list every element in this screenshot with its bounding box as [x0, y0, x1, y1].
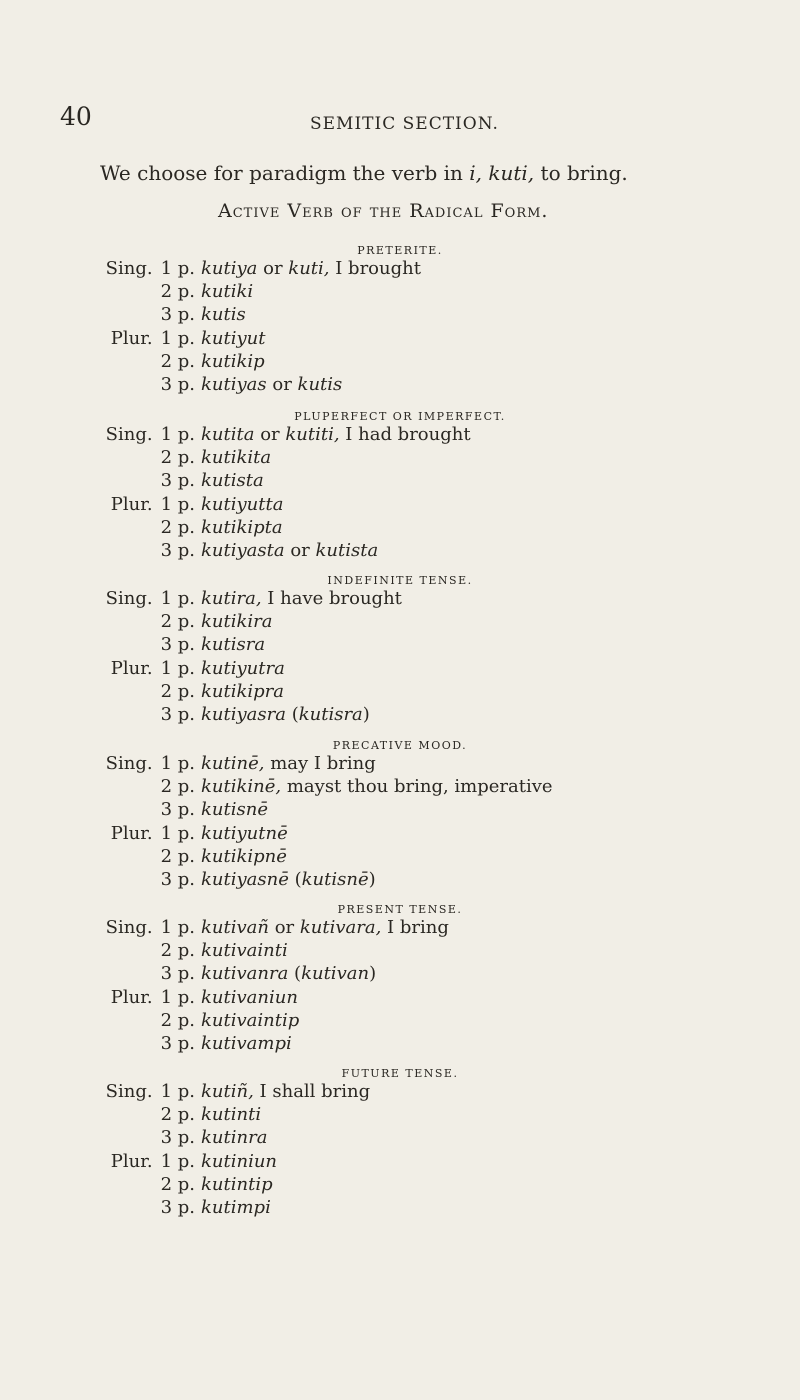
- person-label: 2 p.: [160, 281, 195, 303]
- person-label: 2 p.: [160, 1009, 195, 1031]
- number-group-label: Plur.: [110, 327, 153, 349]
- row-number-label: [0, 258, 195, 279]
- verb-form-gloss: I brought: [329, 258, 421, 279]
- conjugation-row: [0, 799, 800, 823]
- row-number-label: [0, 846, 195, 867]
- verb-form: [201, 304, 246, 325]
- verb-form-italic: kutista: [315, 540, 379, 561]
- row-number-label: [0, 374, 195, 395]
- conjugation-row: [0, 494, 800, 518]
- row-number-label: [0, 424, 195, 445]
- verb-form-italic: kutisra: [201, 634, 266, 656]
- person-label: 1 p.: [160, 822, 195, 844]
- verb-form-italic: kutiyasnē: [201, 869, 289, 890]
- verb-form-gloss: I had brought: [339, 424, 471, 445]
- conjugation-row: [0, 470, 800, 494]
- conjugation-row: [0, 753, 800, 777]
- verb-form-gloss: or: [284, 540, 316, 561]
- verb-form-gloss: I bring: [381, 917, 449, 938]
- conjugation-row: [0, 1127, 800, 1151]
- verb-form: [201, 940, 288, 961]
- row-number-label: [0, 1081, 195, 1102]
- section-label: PLUPERFECT OR IMPERFECT.: [294, 410, 506, 423]
- verb-form: [201, 1104, 261, 1125]
- row-number-label: [0, 681, 195, 702]
- verb-form: [201, 846, 287, 867]
- person-label: 3 p.: [160, 963, 195, 985]
- number-group-label: Plur.: [110, 493, 153, 515]
- person-label: 1 p.: [160, 588, 195, 609]
- page-number: 40: [60, 102, 92, 131]
- row-number-label: [0, 869, 195, 890]
- row-number-label: [0, 611, 195, 632]
- verb-form: [201, 1197, 271, 1218]
- verb-form: [201, 987, 298, 1008]
- verb-form-italic: kutivampi: [201, 1033, 292, 1054]
- row-number-label: [0, 494, 195, 515]
- row-number-label: [0, 658, 195, 679]
- conjugation-row: [0, 1033, 800, 1057]
- verb-form: [201, 351, 265, 372]
- person-label: 3 p.: [160, 1127, 195, 1149]
- row-number-label: [0, 540, 195, 561]
- verb-form: [201, 634, 265, 655]
- verb-form-italic: kutikipnē: [201, 845, 287, 867]
- verb-form-italic: kutiyutra: [201, 657, 285, 679]
- verb-form: [201, 823, 288, 844]
- verb-form-gloss: I have brought: [261, 588, 402, 609]
- verb-form-gloss: (: [288, 869, 302, 890]
- row-number-label: [0, 917, 195, 938]
- verb-form-italic: kutira,: [201, 588, 262, 609]
- conjugation-row: [0, 281, 800, 305]
- person-label: 1 p.: [160, 753, 195, 774]
- conjugation-row: [0, 869, 800, 893]
- conjugation-row: [0, 776, 800, 800]
- verb-form-gloss: or: [268, 917, 300, 938]
- verb-form: [201, 753, 376, 774]
- person-label: 3 p.: [160, 869, 195, 890]
- row-number-label: [0, 940, 195, 961]
- person-label: 2 p.: [160, 776, 195, 798]
- person-label: 3 p.: [160, 304, 195, 326]
- verb-form: [201, 917, 449, 938]
- row-number-label: [0, 1197, 195, 1218]
- section-label: FUTURE TENSE.: [341, 1067, 459, 1080]
- person-label: 1 p.: [160, 657, 195, 679]
- verb-form-italic: kutita: [201, 424, 255, 445]
- verb-form: [201, 374, 342, 395]
- verb-form-italic: kutiniun: [201, 1150, 278, 1172]
- verb-form-gloss: ): [362, 704, 370, 725]
- verb-form: [201, 1174, 273, 1195]
- verb-form-italic: kutikinē,: [201, 776, 282, 798]
- person-label: 2 p.: [160, 680, 195, 702]
- conjugation-row: [0, 940, 800, 964]
- row-number-label: [0, 328, 195, 349]
- conjugation-row: [0, 1010, 800, 1034]
- verb-form-italic: kutivañ: [201, 917, 269, 938]
- person-label: 2 p.: [160, 1173, 195, 1195]
- verb-form-italic: kutivainti: [201, 940, 288, 962]
- conjugation-row: [0, 611, 800, 635]
- person-label: 2 p.: [160, 611, 195, 633]
- verb-form-italic: kutisra: [298, 704, 363, 725]
- verb-form-italic: kutis: [297, 374, 343, 395]
- conjugation-row: [0, 846, 800, 870]
- verb-form: [201, 1151, 277, 1172]
- person-label: 2 p.: [160, 1104, 195, 1126]
- verb-form: [201, 1010, 299, 1031]
- conjugation-row: [0, 634, 800, 658]
- running-head: SEMITIC SECTION.: [310, 114, 499, 134]
- conjugation-row: [0, 658, 800, 682]
- number-group-label: Sing.: [105, 588, 153, 609]
- person-label: 2 p.: [160, 845, 195, 867]
- verb-form-italic: kutiyutta: [201, 493, 284, 515]
- conjugation-row: [0, 1174, 800, 1198]
- section-label: PRESENT TENSE.: [337, 903, 463, 916]
- verb-form-gloss: mayst thou bring, imperative: [281, 776, 553, 798]
- conjugation-row: [0, 823, 800, 847]
- verb-form: [201, 258, 421, 279]
- verb-form-gloss: or: [257, 258, 289, 279]
- verb-form-gloss: ): [369, 963, 377, 985]
- verb-form-italic: kutikipta: [201, 516, 283, 538]
- person-label: 2 p.: [160, 447, 195, 469]
- row-number-label: [0, 304, 195, 325]
- verb-form-italic: kutiki: [201, 281, 254, 303]
- verb-form: [201, 963, 376, 984]
- verb-form-gloss: I shall bring: [253, 1081, 371, 1102]
- verb-form: [201, 1033, 292, 1054]
- verb-form-italic: kutikira: [201, 611, 273, 633]
- verb-form-italic: kutiti,: [285, 424, 340, 445]
- verb-form: [201, 704, 370, 725]
- verb-form-italic: kutikipra: [201, 680, 285, 702]
- row-number-label: [0, 704, 195, 725]
- section-label: INDEFINITE TENSE.: [327, 574, 473, 587]
- row-number-label: [0, 588, 195, 609]
- verb-form-italic: kutivan: [301, 963, 370, 985]
- person-label: 3 p.: [160, 1033, 195, 1054]
- verb-form-italic: kutiñ,: [201, 1081, 254, 1102]
- person-label: 3 p.: [160, 704, 195, 725]
- person-label: 2 p.: [160, 940, 195, 962]
- section-label: PRETERITE.: [357, 244, 443, 257]
- verb-form-italic: kutiyasta: [201, 540, 285, 561]
- verb-form-italic: kutintip: [201, 1173, 273, 1195]
- row-number-label: [0, 1127, 195, 1148]
- verb-form-italic: kutisnē: [301, 869, 369, 890]
- person-label: 3 p.: [160, 374, 195, 395]
- verb-form: [201, 611, 273, 632]
- verb-form: [201, 658, 285, 679]
- conjugation-row: [0, 540, 800, 564]
- verb-form-italic: kutinē,: [201, 753, 265, 774]
- person-label: 1 p.: [160, 917, 195, 938]
- verb-form-gloss: or: [254, 424, 286, 445]
- person-label: 1 p.: [160, 986, 195, 1008]
- conjugation-row: [0, 517, 800, 541]
- row-number-label: [0, 987, 195, 1008]
- person-label: 3 p.: [160, 799, 195, 821]
- intro-italic-vowel: i,: [469, 161, 483, 185]
- verb-form-italic: kutiya: [201, 258, 258, 279]
- verb-form-italic: kutivaniun: [201, 986, 298, 1008]
- conjugation-row: [0, 681, 800, 705]
- person-label: 1 p.: [160, 493, 195, 515]
- verb-form-italic: kuti,: [288, 258, 330, 279]
- conjugation-row: [0, 351, 800, 375]
- conjugation-row: [0, 328, 800, 352]
- verb-form-italic: kutis: [201, 304, 246, 326]
- verb-form: [201, 517, 283, 538]
- conjugation-row: [0, 704, 800, 728]
- number-group-label: Plur.: [110, 986, 153, 1008]
- verb-form-italic: kutikita: [201, 447, 272, 469]
- verb-form: [201, 540, 378, 561]
- conjugation-row: [0, 917, 800, 941]
- verb-form: [201, 681, 284, 702]
- verb-form-italic: kutivanra: [201, 963, 289, 985]
- verb-form-gloss: (: [285, 704, 299, 725]
- verb-form: [201, 281, 253, 302]
- row-number-label: [0, 823, 195, 844]
- person-label: 3 p.: [160, 540, 195, 561]
- conjugation-row: [0, 447, 800, 471]
- intro-text: We choose for paradigm the verb in: [100, 161, 470, 185]
- verb-form-gloss: ): [368, 869, 376, 890]
- number-group-label: Sing.: [105, 258, 153, 279]
- row-number-label: [0, 776, 195, 797]
- row-number-label: [0, 351, 195, 372]
- person-label: 3 p.: [160, 470, 195, 492]
- verb-form-italic: kutinra: [201, 1127, 268, 1149]
- verb-form-italic: kutikip: [201, 350, 265, 372]
- number-group-label: Plur.: [110, 1150, 153, 1172]
- row-number-label: [0, 1104, 195, 1125]
- verb-form: [201, 1127, 267, 1148]
- conjugation-row: [0, 1104, 800, 1128]
- verb-form-italic: kutiyasra: [201, 704, 286, 725]
- verb-form: [201, 588, 402, 609]
- verb-form: [201, 799, 268, 820]
- conjugation-row: [0, 987, 800, 1011]
- conjugation-row: [0, 588, 800, 612]
- conjugation-row: [0, 304, 800, 328]
- conjugation-row: [0, 258, 800, 282]
- verb-form: [201, 494, 283, 515]
- person-label: 1 p.: [160, 327, 195, 349]
- person-label: 2 p.: [160, 350, 195, 372]
- section-label: PRECATIVE MOOD.: [332, 739, 468, 752]
- number-group-label: Sing.: [105, 1081, 153, 1102]
- person-label: 1 p.: [160, 1081, 195, 1102]
- verb-form-italic: kutiyutnē: [201, 822, 288, 844]
- verb-form-gloss: (: [288, 963, 302, 985]
- verb-form-italic: kutivara,: [299, 917, 382, 938]
- verb-form-italic: kutivaintip: [201, 1009, 300, 1031]
- verb-form-italic: kutiyut: [201, 327, 266, 349]
- verb-form: [201, 869, 376, 890]
- intro-sentence: [100, 161, 628, 185]
- row-number-label: [0, 281, 195, 302]
- verb-form-italic: kutinti: [201, 1104, 262, 1126]
- verb-form-italic: kutimpi: [201, 1197, 271, 1218]
- row-number-label: [0, 753, 195, 774]
- number-group-label: Sing.: [105, 917, 153, 938]
- intro-end: to bring.: [534, 161, 628, 185]
- verb-form-gloss: may I bring: [264, 753, 376, 774]
- verb-form: [201, 776, 553, 797]
- row-number-label: [0, 447, 195, 468]
- number-group-label: Plur.: [110, 657, 153, 679]
- verb-form: [201, 1081, 370, 1102]
- number-group-label: Sing.: [105, 424, 153, 445]
- row-number-label: [0, 1033, 195, 1054]
- verb-form-italic: kutista: [201, 470, 264, 492]
- conjugation-row: [0, 424, 800, 448]
- row-number-label: [0, 1151, 195, 1172]
- person-label: 1 p.: [160, 258, 195, 279]
- row-number-label: [0, 634, 195, 655]
- row-number-label: [0, 1174, 195, 1195]
- verb-form: [201, 447, 271, 468]
- intro-italic-verb: kuti,: [488, 161, 535, 185]
- verb-form-gloss: or: [266, 374, 298, 395]
- row-number-label: [0, 1010, 195, 1031]
- conjugation-row: [0, 374, 800, 398]
- row-number-label: [0, 963, 195, 984]
- person-label: 2 p.: [160, 516, 195, 538]
- person-label: 3 p.: [160, 634, 195, 656]
- verb-form: [201, 470, 264, 491]
- number-group-label: Plur.: [110, 822, 153, 844]
- person-label: 1 p.: [160, 424, 195, 445]
- section-heading: Active Verb of the Radical Form.: [218, 200, 549, 222]
- number-group-label: Sing.: [105, 753, 153, 774]
- verb-form-italic: kutiyas: [201, 374, 267, 395]
- row-number-label: [0, 470, 195, 491]
- row-number-label: [0, 799, 195, 820]
- verb-form-italic: kutisnē: [201, 799, 268, 821]
- person-label: 3 p.: [160, 1197, 195, 1218]
- conjugation-row: [0, 1081, 800, 1105]
- verb-form: [201, 328, 266, 349]
- person-label: 1 p.: [160, 1150, 195, 1172]
- conjugation-row: [0, 1197, 800, 1221]
- conjugation-row: [0, 1151, 800, 1175]
- conjugation-row: [0, 963, 800, 987]
- verb-form: [201, 424, 471, 445]
- row-number-label: [0, 517, 195, 538]
